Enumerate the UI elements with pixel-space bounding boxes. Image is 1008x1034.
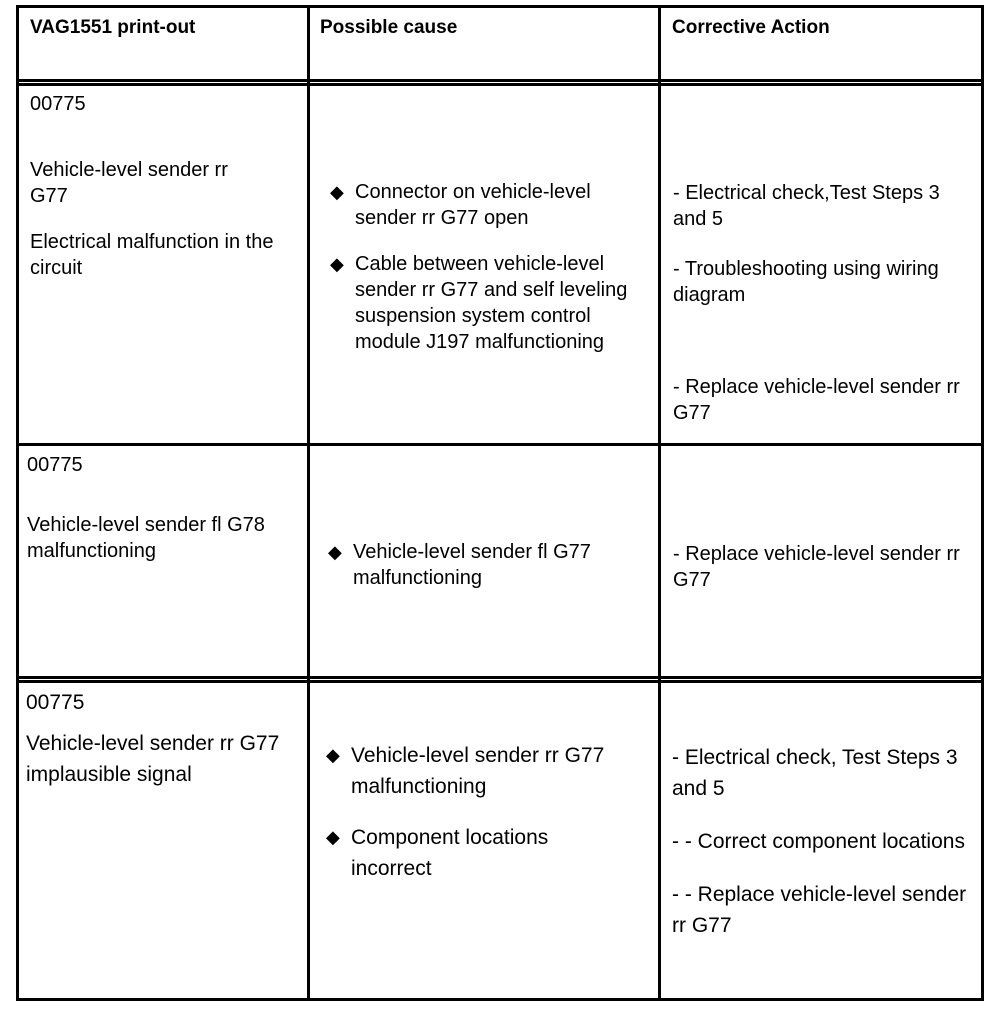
fault-description: Vehicle-level sender rr G77 [30, 159, 228, 207]
list-item [326, 539, 626, 591]
action-text: - Replace vehicle-level sender rr G77 [673, 376, 960, 424]
fault-code: 00775 [27, 454, 83, 476]
diamond-bullet-icon: ◆ [328, 542, 342, 562]
row-3-causes [324, 740, 624, 884]
row-2-actions [673, 541, 975, 593]
action-text: - - Correct component locations [672, 830, 965, 853]
fault-code: 00775 [30, 93, 86, 115]
action-text: - Replace vehicle-level sender rr G77 [673, 543, 960, 591]
row-divider [16, 443, 984, 446]
row-1-actions [673, 180, 975, 426]
header-action: Corrective Action [672, 17, 830, 38]
cause-text: Vehicle-level sender rr G77 malfunctioning [351, 744, 605, 798]
cause-text: Cable between vehicle-level sender rr G77 and self leveling suspension system control module J197 malfunctioning [355, 253, 628, 353]
row-3-printout [26, 687, 304, 790]
list-item [324, 822, 624, 884]
fault-description: Vehicle-level sender rr G77 implausible signal [26, 732, 280, 786]
diamond-bullet-icon: ◆ [326, 827, 340, 847]
action-text: - Electrical check, Test Steps 3 and 5 [672, 746, 958, 800]
cause-text: Vehicle-level sender fl G77 malfunctioning [353, 541, 591, 589]
row-divider [16, 680, 984, 683]
fault-code: 00775 [26, 691, 85, 714]
action-text: - - Replace vehicle-level sender rr G77 [672, 883, 967, 937]
column-divider [658, 5, 661, 1001]
row-1-printout [30, 91, 304, 281]
row-divider [16, 676, 984, 679]
diamond-bullet-icon: ◆ [326, 745, 340, 765]
row-2-causes [326, 539, 626, 591]
header-divider [16, 83, 984, 86]
row-2-printout [27, 452, 303, 564]
header-divider [16, 79, 984, 82]
diamond-bullet-icon: ◆ [330, 182, 344, 202]
action-text: - Troubleshooting using wiring diagram [673, 258, 939, 306]
list-item [324, 740, 624, 802]
row-1-causes [328, 179, 628, 355]
column-divider [307, 5, 310, 1001]
list-item [328, 179, 628, 231]
diamond-bullet-icon: ◆ [330, 254, 344, 274]
fault-detail: Electrical malfunction in the circuit [30, 231, 274, 279]
cause-text: Connector on vehicle-level sender rr G77 open [355, 181, 591, 229]
header-cause: Possible cause [320, 17, 458, 38]
row-3-actions [672, 742, 972, 941]
header-printout: VAG1551 print-out [30, 17, 196, 38]
fault-description: Vehicle-level sender fl G78 malfunctioning [27, 514, 265, 562]
cause-text: Component locations incorrect [351, 826, 549, 880]
action-text: - Electrical check,Test Steps 3 and 5 [673, 182, 940, 230]
list-item [328, 251, 628, 355]
